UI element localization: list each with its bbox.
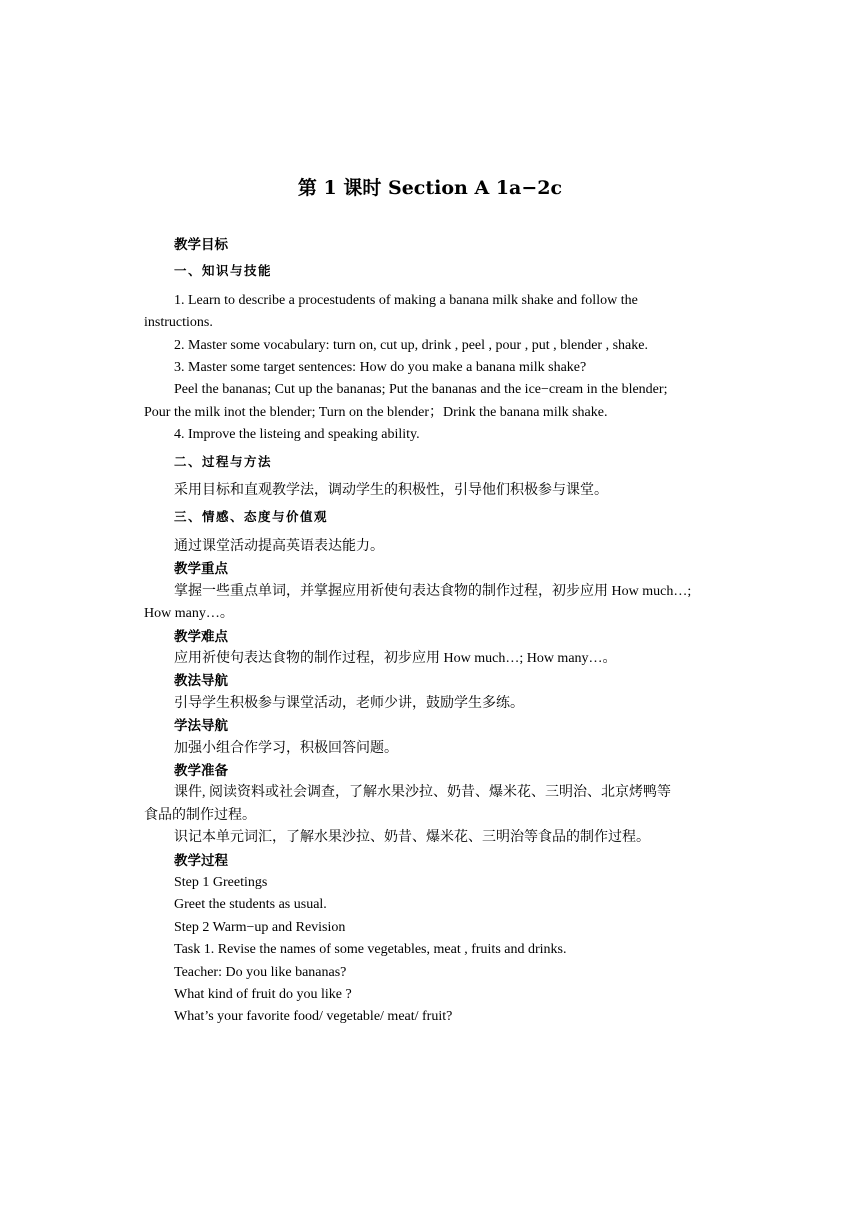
- teaching-method-heading: 教法导航: [174, 673, 228, 690]
- step-1-text: Greet the students as usual.: [174, 897, 327, 913]
- objective-item-3-line-2: Peel the bananas; Cut up the bananas; Put the bananas and the ice−cream in the blender;: [174, 382, 668, 398]
- objective-item-1-line-2: instructions.: [144, 315, 213, 331]
- preparation-line-3: 识记本单元词汇，了解水果沙拉、奶昔、爆米花、三明治等食品的制作过程。: [174, 830, 650, 846]
- preparation-line-2: 食品的制作过程。: [144, 807, 256, 823]
- question-2: What kind of fruit do you like ?: [174, 987, 352, 1002]
- objective-item-2: 2. Master some vocabulary: turn on, cut up, drink , peel , pour , put , blender , shake.: [174, 337, 648, 353]
- step-2-title: Step 2 Warm−up and Revision: [174, 919, 346, 935]
- difficult-points-heading: 教学难点: [174, 628, 228, 645]
- emotion-heading: 三、情感、态度与价值观: [174, 509, 329, 525]
- preparation-heading: 教学准备: [174, 762, 228, 779]
- task-1-text: Task 1. Revise the names of some vegetables, meat , fruits and drinks.: [174, 942, 567, 958]
- objective-item-3-line-3: Pour the milk inot the blender; Turn on the blender；Drink the banana milk shake.: [144, 404, 608, 420]
- question-3: What’s your favorite food/ vegetable/ meat/ fruit?: [174, 1009, 453, 1025]
- emotion-text: 通过课堂活动提高英语表达能力。: [174, 538, 384, 554]
- objective-item-1-line-1: 1. Learn to describe a procestudents of making a banana milk shake and follow the: [174, 292, 638, 308]
- lesson-title: 第 1 课时 Section A 1a−2c: [297, 177, 563, 199]
- objective-item-3: 3. Master some target sentences: How do you make a banana milk shake?: [174, 360, 587, 376]
- knowledge-heading: 一、知识与技能: [174, 263, 273, 279]
- preparation-line-1: 课件, 阅读资料或社会调查，了解水果沙拉、奶昔、爆米花、三明治、北京烤鸭等: [174, 785, 671, 801]
- key-points-heading: 教学重点: [174, 561, 228, 578]
- study-method-heading: 学法导航: [174, 718, 228, 735]
- lesson-content: [144, 234, 724, 1029]
- study-method-text: 加强小组合作学习，积极回答问题。: [174, 740, 398, 756]
- teaching-method-text: 引导学生积极参与课堂活动，老师少讲，鼓励学生多练。: [174, 695, 524, 711]
- key-points-line-2: How many…。: [144, 606, 234, 622]
- question-1: Teacher: Do you like bananas?: [174, 964, 347, 980]
- process-heading: 二、过程与方法: [174, 453, 273, 469]
- objective-item-4: 4. Improve the listeing and speaking ability.: [174, 427, 420, 443]
- key-points-line-1: 掌握一些重点单词，并掌握应用祈使句表达食物的制作过程，初步应用 How much…;: [174, 583, 692, 599]
- objectives-heading: 教学目标: [174, 237, 228, 253]
- process-text: 采用目标和直观教学法，调动学生的积极性，引导他们积极参与课堂。: [174, 483, 608, 499]
- step-1-title: Step 1 Greetings: [174, 874, 268, 890]
- difficult-points-text: 应用祈使句表达食物的制作过程，初步应用 How much…; How many…。: [174, 650, 617, 666]
- procedure-heading: 教学过程: [174, 852, 228, 869]
